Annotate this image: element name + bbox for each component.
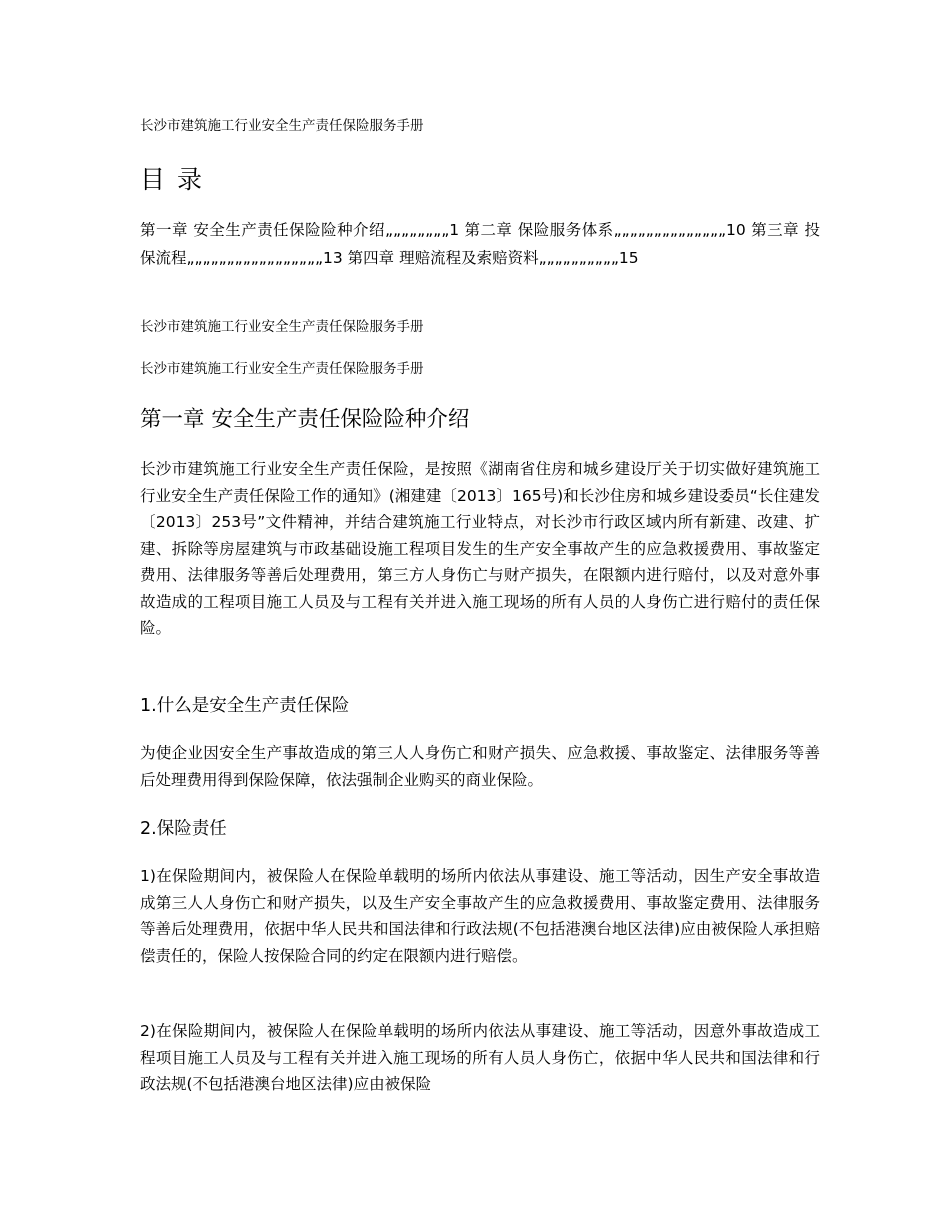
chapter-title: 第一章 安全生产责任保险险种介绍 xyxy=(140,407,470,432)
chapter-intro-paragraph: 长沙市建筑施工行业安全生产责任保险，是按照《湖南省住房和城乡建设厅关于切实做好建筑施工行业安全生产责任保险工作的通知》(湘建建〔2013〕165号)和长沙住房和城乡建设委员“长住建发〔2013〕253号”文件精神，并结合建筑施工行业特点，对长沙市行政区域内所有新建、改建、扩建、拆除等房屋建筑与市政基础设施工程项目发生的生产安全事故产生的应急救援费用、事故鉴定费用、法律服务等善后处理费用，第三方人身伤亡与财产损失，在限额内进行赔付，以及对意外事故造成的工程项目施工人员及与工程有关并进入施工现场的所有人员的人身伤亡进行赔付的责任保险。 xyxy=(140,460,820,637)
section-title: 2.保险责任 xyxy=(140,819,227,839)
section-title: 1.什么是安全生产责任保险 xyxy=(140,696,350,716)
running-header: 长沙市建筑施工行业安全生产责任保险服务手册 xyxy=(140,361,424,377)
toc-title: 目 录 xyxy=(140,165,204,194)
section-paragraph: 为使企业因安全生产事故造成的第三人人身伤亡和财产损失、应急救援、事故鉴定、法律服务等善后处理费用得到保险保障，依法强制企业购买的商业保险。 xyxy=(140,744,820,789)
clause-paragraph: 1)在保险期间内，被保险人在保险单载明的场所内依法从事建设、施工等活动，因生产安全事故造成第三人人身伤亡和财产损失，以及生产安全事故产生的应急救援费用、事故鉴定费用、法律服务等善后处理费用，依据中华人民共和国法律和行政法规(不包括港澳台地区法律)应由被保险人承担赔偿责任的，保险人按保险合同的约定在限额内进行赔偿。 xyxy=(140,867,820,965)
running-header: 长沙市建筑施工行业安全生产责任保险服务手册 xyxy=(140,319,424,335)
running-header: 长沙市建筑施工行业安全生产责任保险服务手册 xyxy=(140,118,424,134)
clause-paragraph: 2)在保险期间内，被保险人在保险单载明的场所内依法从事建设、施工等活动，因意外事故造成工程项目施工人员及与工程有关并进入施工现场的所有人员人身伤亡，依据中华人民共和国法律和行政法规(不包括港澳台地区法律)应由被保险 xyxy=(140,1022,820,1093)
toc-entries: 第一章 安全生产责任保险险种介绍„„„„„„„„1 第二章 保险服务体系„„„„„„„„„„„„„„10 第三章 投保流程„„„„„„„„„„„„„„„„„13 第四章 理赔流程及索赔资料„„„„„„„„„„15 xyxy=(140,221,820,267)
